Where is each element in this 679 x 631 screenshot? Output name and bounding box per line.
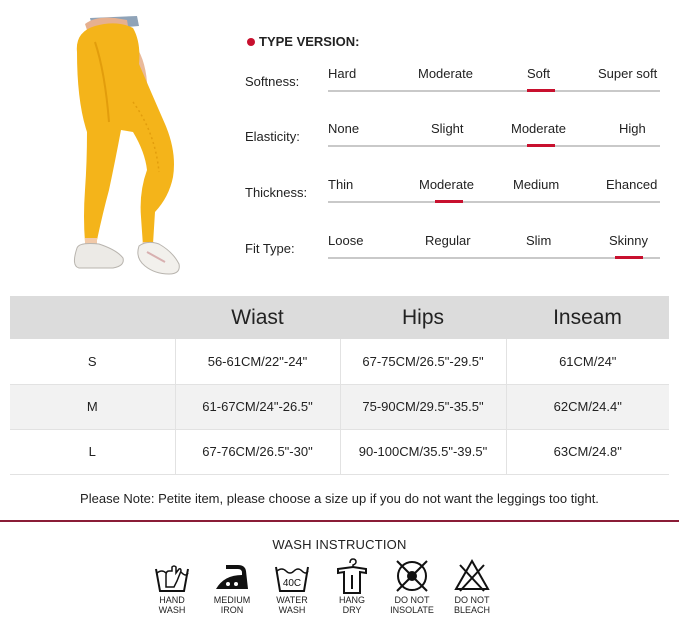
fit-type-scale-line xyxy=(328,257,660,259)
softness-option-super-soft: Super soft xyxy=(598,66,658,81)
do-not-bleach-label-line2: BLEACH xyxy=(453,605,490,615)
waist-cell: 61-67CM/24"-26.5" xyxy=(175,384,340,429)
elasticity-scale-line xyxy=(328,145,660,147)
elasticity-option-moderate: Moderate xyxy=(511,121,566,136)
medium-iron-label-line1: MEDIUM xyxy=(213,595,251,605)
size-table-header-row xyxy=(10,296,669,339)
elasticity-selected-marker xyxy=(527,144,555,147)
fit-type-selected-marker xyxy=(615,256,643,259)
wash-item-medium-iron xyxy=(208,557,256,615)
fit-type-option-skinny: Skinny xyxy=(609,233,649,248)
inseam-cell: 62CM/24.4" xyxy=(506,384,669,429)
hand-wash-label-line1: HAND xyxy=(159,595,185,605)
waist-cell: 56-61CM/22"-24" xyxy=(175,339,340,384)
water-wash-icon xyxy=(272,557,312,595)
size-cell: S xyxy=(10,339,175,384)
thickness-option-medium: Medium xyxy=(513,177,560,192)
hips-cell: 90-100CM/35.5"-39.5" xyxy=(340,429,506,474)
elasticity-row xyxy=(245,121,665,151)
thickness-label: Thickness: xyxy=(245,185,308,200)
fit-type-label: Fit Type: xyxy=(245,241,295,256)
thickness-option-thin: Thin xyxy=(328,177,354,192)
fit-type-option-regular: Regular xyxy=(425,233,471,248)
thickness-option-ehanced: Ehanced xyxy=(606,177,658,192)
inseam-header: Inseam xyxy=(506,296,669,339)
inseam-cell: 61CM/24" xyxy=(506,339,669,384)
softness-option-hard: Hard xyxy=(328,66,357,81)
medium-iron-label-line2: IRON xyxy=(220,605,244,615)
size-cell: M xyxy=(10,384,175,429)
water-wash-label-line2: WASH xyxy=(278,605,306,615)
hang-dry-icon xyxy=(332,557,372,595)
wash-item-water-wash xyxy=(268,557,316,615)
size-chart-table xyxy=(10,296,669,475)
softness-option-moderate: Moderate xyxy=(418,66,473,81)
softness-selected-marker xyxy=(527,89,555,92)
do-not-bleach-label-line1: DO NOT xyxy=(454,595,490,605)
softness-label: Softness: xyxy=(245,74,300,89)
wash-item-do-not-insolate xyxy=(388,557,436,615)
table-row xyxy=(10,384,669,429)
table-row xyxy=(10,339,669,384)
table-row xyxy=(10,429,669,474)
inseam-cell: 63CM/24.8" xyxy=(506,429,669,474)
wash-temperature-text: 40C xyxy=(282,578,302,589)
hips-cell: 75-90CM/29.5"-35.5" xyxy=(340,384,506,429)
leggings-product-photo xyxy=(55,12,205,284)
do-not-insolate-label-line2: INSOLATE xyxy=(390,605,434,615)
section-divider xyxy=(0,520,679,522)
wash-instruction-title: WASH INSTRUCTION xyxy=(272,537,407,552)
thickness-option-moderate: Moderate xyxy=(419,177,474,192)
size-header xyxy=(10,296,175,339)
hips-header: Hips xyxy=(340,296,506,339)
fit-type-option-slim: Slim xyxy=(526,233,552,248)
elasticity-option-slight: Slight xyxy=(431,121,464,136)
do-not-bleach-icon xyxy=(452,557,492,595)
elasticity-option-none: None xyxy=(328,121,360,136)
wash-item-hand-wash xyxy=(148,557,196,615)
type-version-heading xyxy=(247,34,359,49)
petite-note: Please Note: Petite item, please choose a size up if you do not want the leggings too tight. xyxy=(80,491,599,506)
thickness-scale-line xyxy=(328,201,660,203)
red-bullet-icon xyxy=(247,38,255,46)
fit-type-row xyxy=(245,233,665,263)
thickness-selected-marker xyxy=(435,200,463,203)
size-cell: L xyxy=(10,429,175,474)
hips-cell: 67-75CM/26.5"-29.5" xyxy=(340,339,506,384)
elasticity-label: Elasticity: xyxy=(245,129,300,144)
softness-scale-line xyxy=(328,90,660,92)
hand-wash-label-line2: WASH xyxy=(158,605,186,615)
medium-iron-icon xyxy=(212,557,252,595)
elasticity-option-high: High xyxy=(619,121,646,136)
wash-icons-row xyxy=(148,557,508,615)
thickness-row xyxy=(245,177,665,207)
hand-wash-icon xyxy=(152,557,192,595)
softness-option-soft: Soft xyxy=(527,66,551,81)
water-wash-label-line1: WATER xyxy=(276,595,308,605)
do-not-insolate-label-line1: DO NOT xyxy=(394,595,430,605)
hang-dry-label-line1: HANG xyxy=(338,595,365,605)
type-version-title: TYPE VERSION: xyxy=(259,34,360,49)
wash-item-hang-dry xyxy=(328,557,376,615)
softness-row xyxy=(245,66,665,96)
do-not-insolate-icon xyxy=(392,557,432,595)
waist-header: Wiast xyxy=(175,296,340,339)
hang-dry-label-line2: DRY xyxy=(342,605,362,615)
waist-cell: 67-76CM/26.5"-30" xyxy=(175,429,340,474)
wash-item-do-not-bleach xyxy=(448,557,496,615)
fit-type-option-loose: Loose xyxy=(328,233,364,248)
